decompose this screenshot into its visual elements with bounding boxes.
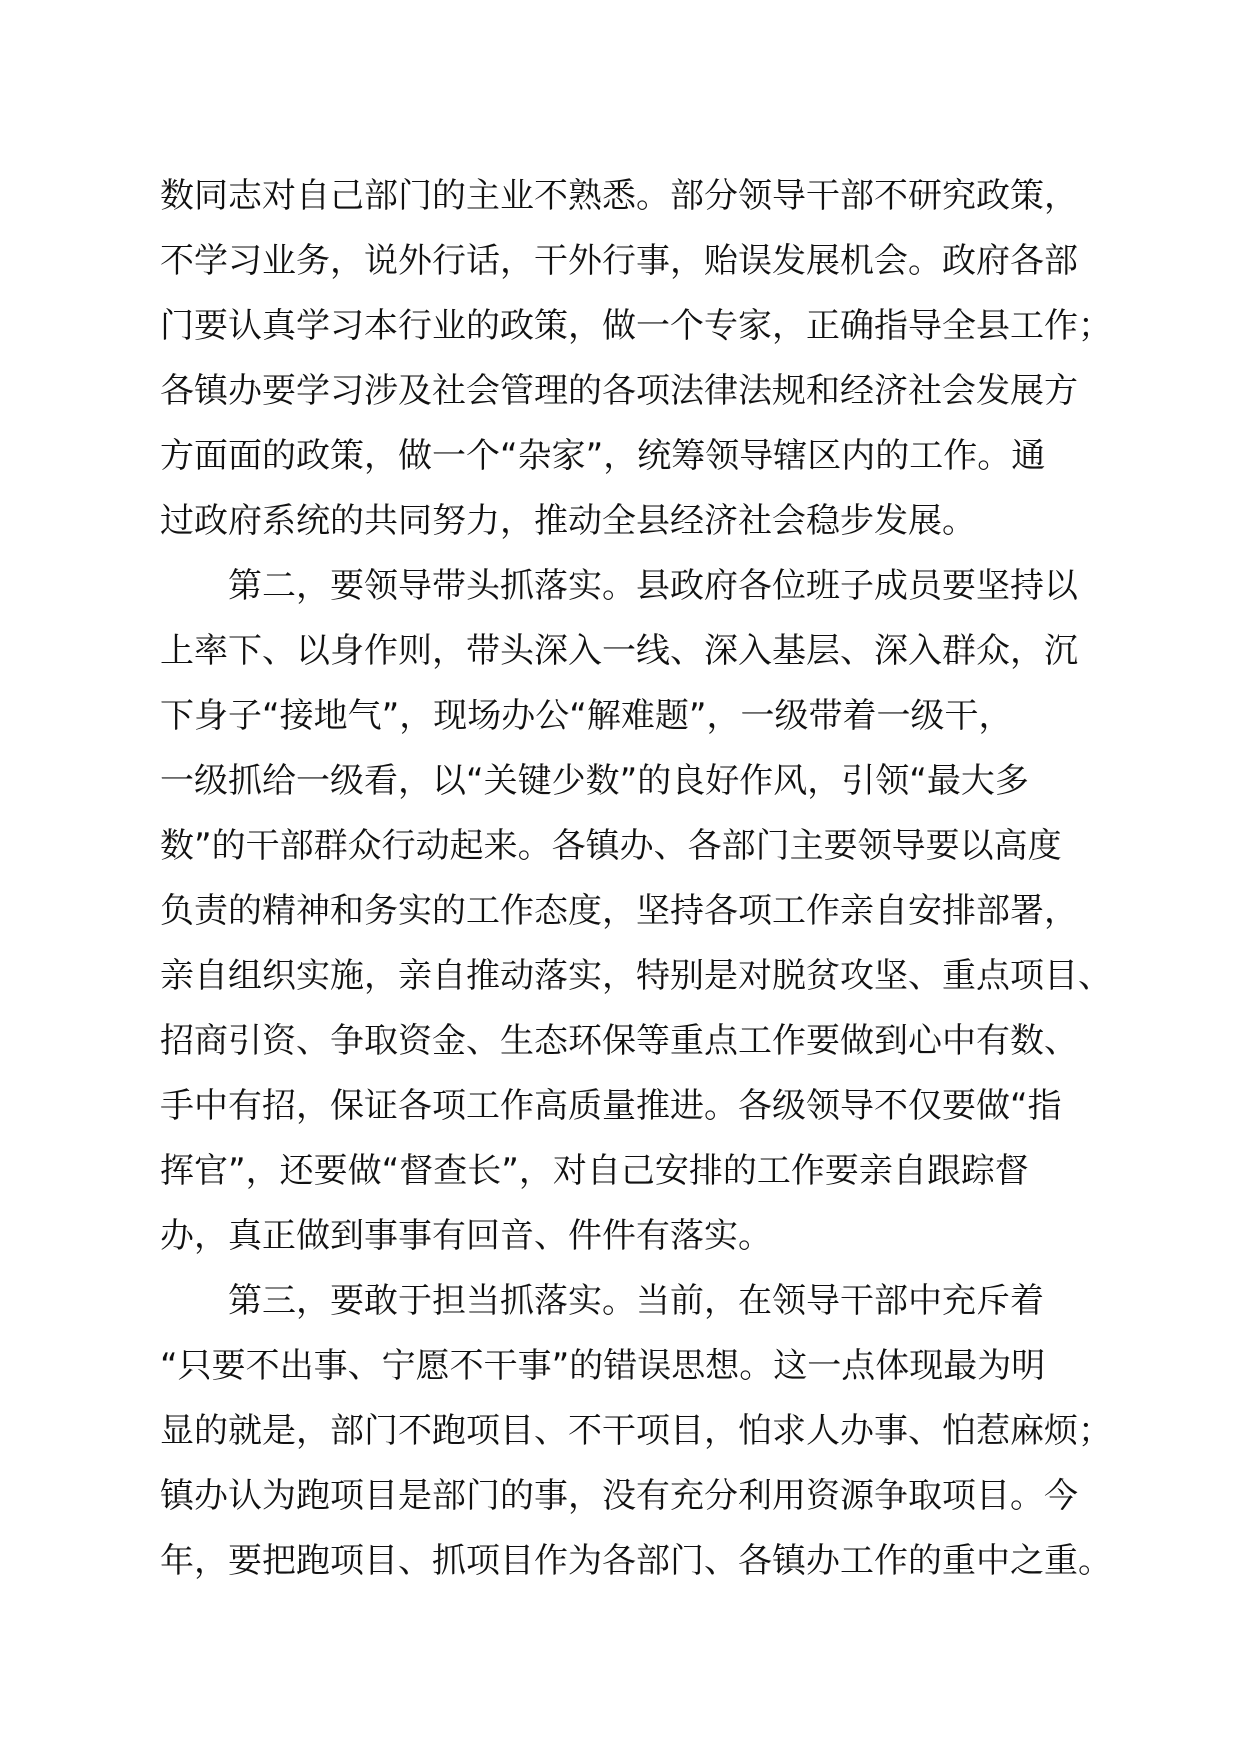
text-line: 亲自组织实施，亲自推动落实，特别是对脱贫攻坚、重点项目、 xyxy=(160,956,1112,996)
text-line: 年，要把跑项目、抓项目作为各部门、各镇办工作的重中之重。 xyxy=(160,1541,1112,1581)
text-line: 挥官”，还要做“督查长”，对自己安排的工作要亲自跟踪督 xyxy=(160,1151,1029,1191)
text-line: 方面面的政策，做一个“杂家”，统筹领导辖区内的工作。通 xyxy=(160,436,1046,476)
text-line: 过政府系统的共同努力，推动全县经济社会稳步发展。 xyxy=(160,501,976,541)
text-line: 下身子“接地气”，现场办公“解难题”，一级带着一级干， xyxy=(160,696,1013,736)
body-text xyxy=(160,164,1120,1594)
text-line: 不学习业务，说外行话，干外行事，贻误发展机会。政府各部 xyxy=(160,241,1078,281)
text-line: 负责的精神和务实的工作态度，坚持各项工作亲自安排部署， xyxy=(160,891,1078,931)
paragraph-3-start: 第三，要敢于担当抓落实。当前，在领导干部中充斥着 xyxy=(160,1281,1044,1321)
text-line: 手中有招，保证各项工作高质量推进。各级领导不仅要做“指 xyxy=(160,1086,1062,1126)
text-line: 上率下、以身作则，带头深入一线、深入基层、深入群众，沉 xyxy=(160,631,1078,671)
text-line: 数同志对自己部门的主业不熟悉。部分领导干部不研究政策， xyxy=(160,176,1078,216)
text-line: 招商引资、争取资金、生态环保等重点工作要做到心中有数、 xyxy=(160,1021,1078,1061)
text-line: 一级抓给一级看，以“关键少数”的良好作风，引领“最大多 xyxy=(160,761,1029,801)
paragraph-2-start: 第二，要领导带头抓落实。县政府各位班子成员要坚持以 xyxy=(160,566,1078,606)
text-line: “只要不出事、宁愿不干事”的错误思想。这一点体现最为明 xyxy=(160,1346,1046,1386)
text-line: 各镇办要学习涉及社会管理的各项法律法规和经济社会发展方 xyxy=(160,371,1078,411)
text-line: 门要认真学习本行业的政策，做一个专家，正确指导全县工作； xyxy=(160,306,1112,346)
text-line: 数”的干部群众行动起来。各镇办、各部门主要领导要以高度 xyxy=(160,826,1062,866)
text-line: 显的就是，部门不跑项目、不干项目，怕求人办事、怕惹麻烦； xyxy=(160,1411,1112,1451)
text-line: 办，真正做到事事有回音、件件有落实。 xyxy=(160,1216,772,1256)
text-line: 镇办认为跑项目是部门的事，没有充分利用资源争取项目。今 xyxy=(160,1476,1078,1516)
